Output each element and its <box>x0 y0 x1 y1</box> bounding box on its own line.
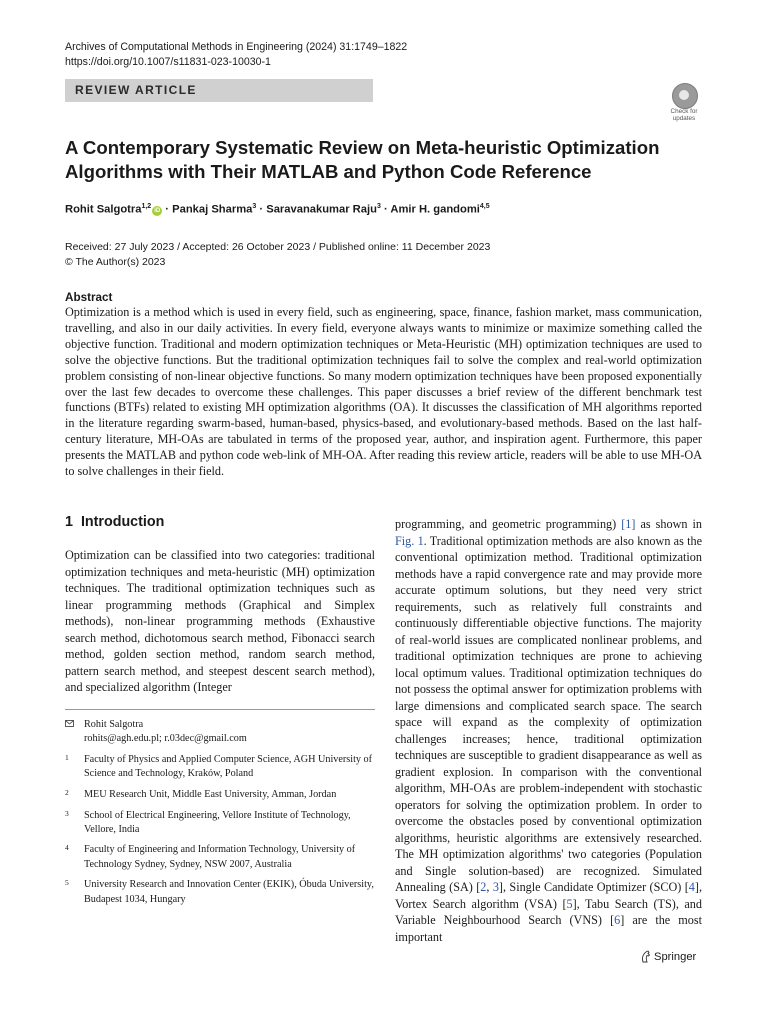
author-affiliation: 3 <box>252 203 257 210</box>
text-run: . Traditional optimization methods are also known as the conventional optimization method. Traditional optimization methods have a rapid convergence rate and may provide more accurate optimum solutions, but they need very strict requirements, such as relatively full constraints and continuously differentiable objective functions. The majority of real-world issues are complicated nonlinear problems, and traditional optimization techniques are prone to achieving local optimum values. Traditional optimization techniques do not possess the optimal answer for optimization problems with large dimensions and complicated search space. The search space will expand as the complexity of optimization challenges increases; hence, traditional optimization techniques are susceptible to gradient disappearance as well as gradient explosion. In comparison with the conventional algorithm, MH-OAs are problem-independent with stochastic operators for solving the optimization problem. In order to overcome the obstacles posed by conventional optimization algorithms, heuristic algorithms are extensively researched. The MH optimization algorithms' two categories (Population and Single solution-based) are recognized. Simulated Annealing (SA) [ <box>395 533 702 894</box>
publisher-logo <box>640 950 696 963</box>
affiliation-item <box>65 878 375 906</box>
citation-link[interactable]: [1] <box>621 517 636 531</box>
publisher-name: Springer <box>654 951 697 963</box>
affiliation-text: Faculty of Engineering and Information Technology, University of Technology Sydney, Sydney, NSW 2007, Australia <box>84 844 356 870</box>
affiliation-item <box>65 809 375 837</box>
author-affiliation: 1,2 <box>141 203 152 210</box>
citation-link[interactable]: 3 <box>492 880 499 894</box>
affiliation-item <box>65 843 375 871</box>
affiliation-mark: 5 <box>65 878 69 888</box>
figure-link[interactable]: Fig. 1 <box>395 533 424 548</box>
affiliation-text: School of Electrical Engineering, Vellore Institute of Technology, Vellore, India <box>84 809 351 835</box>
affiliation-text: MEU Research Unit, Middle East University, Amman, Jordan <box>84 788 337 800</box>
orcid-icon[interactable]: iD <box>154 207 161 214</box>
check-updates-icon <box>672 83 698 109</box>
author-name[interactable]: Saravanakumar Raju <box>266 203 377 216</box>
affiliation-text: Faculty of Physics and Applied Computer Science, AGH University of Science and Technology, Kraków, Poland <box>84 753 373 780</box>
text-run: ], Single Candidate Optimizer (SCO) [ <box>498 880 689 894</box>
author-name[interactable]: Amir H. gandomi <box>390 203 480 216</box>
author-affiliation: 3 <box>376 203 381 210</box>
text-run: ], Tabu Search (TS), and Variable Neighbourhood Search (VNS) [ <box>395 896 702 927</box>
title-line-1: A Contemporary Systematic Review on Meta-heuristic Optimization <box>65 137 660 158</box>
author-name[interactable]: Pankaj Sharma <box>172 203 253 216</box>
citation-link[interactable]: 2 <box>480 880 487 894</box>
article-title <box>65 136 685 184</box>
affiliation-mark: 1 <box>65 752 69 762</box>
author-list: Rohit Salgotra$^{1,2}$iD · Pankaj Sharma$^3$ · Saravanakumar Raju$^3$ · Amir H. gandomi$^{4,5}$ <box>65 203 490 216</box>
publication-dates <box>65 240 490 269</box>
affiliation-item <box>65 788 375 802</box>
citation-link[interactable]: 6 <box>614 913 621 927</box>
left-column-text: Optimization can be classified into two categories: traditional optimization techniques and meta-heuristic (MH) optimization techniques. The traditional optimization techniques such as linear programming methods (Graphical and Simplex methods), non-linear programming methods (Exhaustive search method, dichotomous search method, Fibonacci search method, golden section method, random search method, pattern search method, and steepest descent search method), and specialized algorithm (Integer <box>65 548 375 694</box>
journal-citation: Archives of Computational Methods in Engineering (2024) 31:1749–1822 <box>65 41 408 53</box>
footnotes <box>65 718 375 913</box>
article-type-banner: REVIEW ARTICLE <box>65 79 373 102</box>
text-run: ], Vortex Search algorithm (VSA) [ <box>395 880 702 911</box>
abstract-heading: Abstract <box>65 291 113 304</box>
section-heading <box>65 514 164 530</box>
abstract-text: Optimization is a method which is used in every field, such as engineering, space, finance, fashion market, mass communication, travelling, and also in our daily activities. In every field, everyone always wants to minimize or maximize something called the objective function. Traditional and modern optimization techniques or Meta-Heuristic (MH) optimization techniques are used to solve the objective functions. But the traditional optimization techniques fail to solve the complex and real-world optimization problem consisting of non-linear objective functions. So many modern optimization techniques have been proposed exponentially over the last few decades to overcome these challenges. This paper discusses a brief review of the different benchmark test functions (BTFs) related to existing MH optimization algorithms (OA). It discusses the classification of MH algorithms reported in the literature regarding swarm-based, human-based, physics-based, and evolutionary-based methods. Based on the last half-century literature, MH-OAs are tabulated in terms of the proposed year, author, and inspiration agent. Furthermore, this paper presents the MATLAB and python code web-link of MH-OA. After reading this review article, readers will be able to use MH-OA to solve challenges in their field. <box>65 305 702 479</box>
envelope-icon <box>65 720 74 727</box>
history-line: Received: 27 July 2023 / Accepted: 26 October 2023 / Published online: 11 December 2023 <box>65 241 491 253</box>
footnote-divider <box>65 709 375 710</box>
corresponding-author <box>65 718 375 746</box>
copyright-line: © The Author(s) 2023 <box>65 255 166 268</box>
section-title: Introduction <box>80 514 165 530</box>
check-for-updates-badge[interactable] <box>665 83 703 125</box>
affiliation-mark: 2 <box>65 787 69 797</box>
check-updates-label-1: Check for <box>670 108 698 115</box>
author-name[interactable]: Rohit Salgotra <box>65 203 142 216</box>
corresponding-name: Rohit Salgotra <box>84 719 144 730</box>
title-line-2: Algorithms with Their MATLAB and Python Code Reference <box>65 161 592 182</box>
doi-link[interactable]: https://doi.org/10.1007/s11831-023-10030-1 <box>65 56 271 68</box>
citation-link[interactable]: 4 <box>688 880 695 894</box>
right-column-text <box>395 516 702 945</box>
corresponding-email[interactable]: rohits@agh.edu.pl; r.03dec@gmail.com <box>84 733 247 745</box>
text-run: programming, and geometric programming) <box>395 517 622 531</box>
citation-link[interactable]: 5 <box>566 896 573 911</box>
affiliation-text: University Research and Innovation Center (EKIK), Óbuda University, Budapest 1034, Hungary <box>84 879 374 905</box>
text-run: ] are the most important <box>395 913 702 944</box>
affiliation-item <box>65 753 375 781</box>
section-number: 1 <box>65 514 73 530</box>
affiliation-mark: 4 <box>65 843 69 853</box>
springer-horse-icon <box>640 950 652 963</box>
author-affiliation: 4,5 <box>479 203 490 210</box>
journal-header <box>65 40 407 70</box>
check-updates-label-2: updates <box>672 115 696 122</box>
affiliation-mark: 3 <box>65 808 69 818</box>
text-run: , <box>486 880 493 894</box>
text-run: as shown in <box>635 517 702 531</box>
